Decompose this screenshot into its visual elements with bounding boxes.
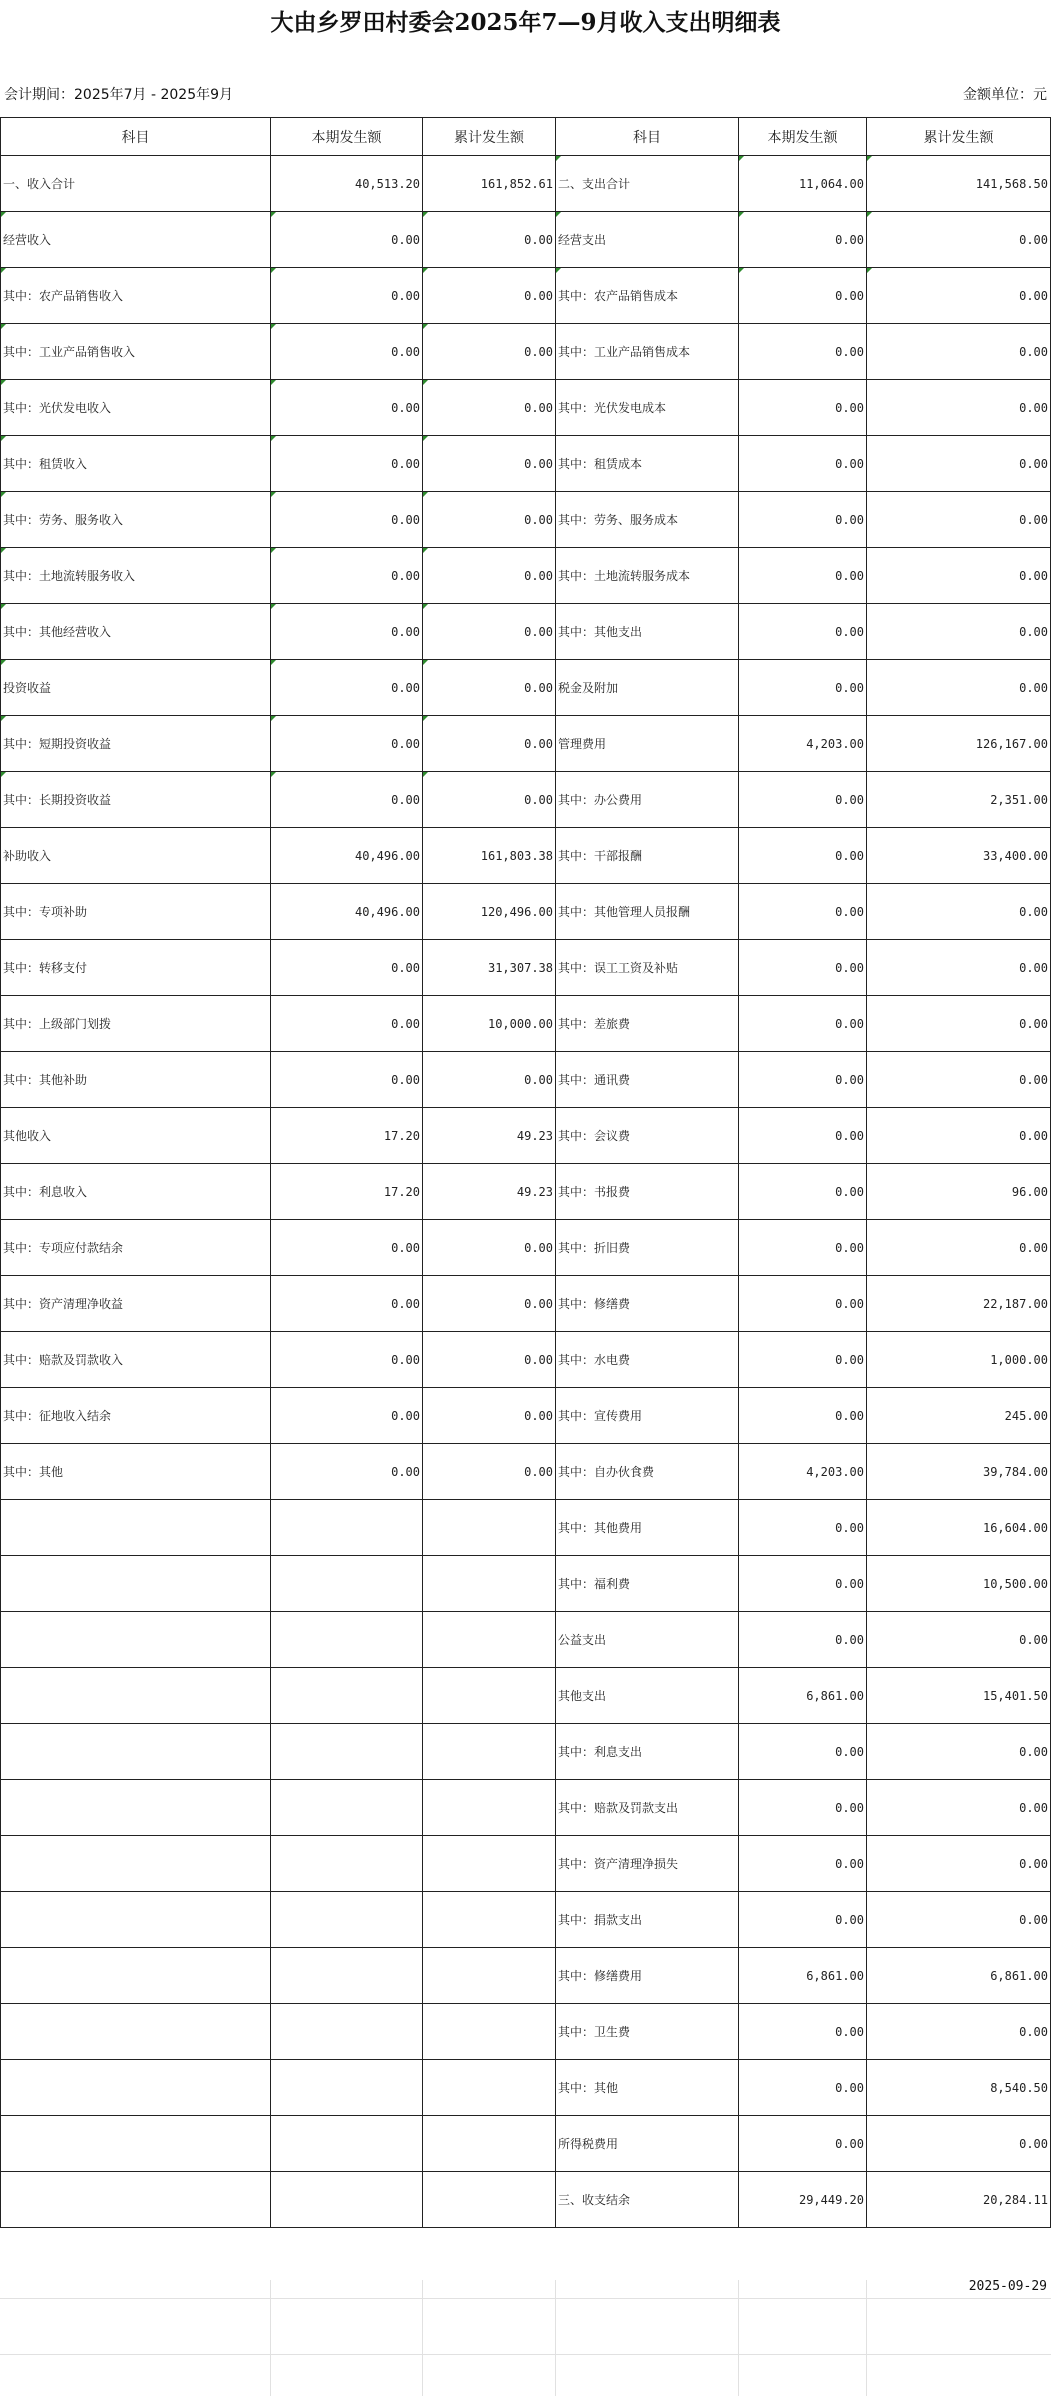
- income-subject-cell: [1, 1612, 271, 1668]
- expense-cumulative-amount-cell: 0.00: [867, 324, 1051, 380]
- income-subject-cell: 其中：专项补助: [1, 884, 271, 940]
- income-current-amount-cell: 40,496.00: [271, 828, 423, 884]
- income-subject-cell: [1, 1948, 271, 2004]
- table-row: [1, 1052, 1051, 1108]
- expense-subject-cell: 其中：资产清理净损失: [556, 1836, 739, 1892]
- income-cumulative-amount-cell: [423, 1780, 556, 1836]
- expense-current-amount-cell: 0.00: [739, 380, 867, 436]
- table-row: [1, 2060, 1051, 2116]
- income-cumulative-amount-cell: 0.00: [423, 660, 556, 716]
- table-row: [1, 828, 1051, 884]
- expense-cumulative-amount-cell: 0.00: [867, 268, 1051, 324]
- income-cumulative-amount-cell: [423, 1724, 556, 1780]
- income-expense-table: [0, 117, 1051, 2228]
- expense-cumulative-amount-cell: 0.00: [867, 1108, 1051, 1164]
- income-current-amount-cell: 0.00: [271, 212, 423, 268]
- table-row: [1, 772, 1051, 828]
- table-row: [1, 380, 1051, 436]
- expense-subject-cell: 其中：赔款及罚款支出: [556, 1780, 739, 1836]
- expense-subject-cell: 其中：宣传费用: [556, 1388, 739, 1444]
- expense-current-amount-cell: 0.00: [739, 828, 867, 884]
- expense-current-amount-cell: 0.00: [739, 1332, 867, 1388]
- table-row: [1, 2004, 1051, 2060]
- income-current-amount-cell: 0.00: [271, 380, 423, 436]
- income-subject-cell: 其中：短期投资收益: [1, 716, 271, 772]
- expense-subject-cell: 其中：修缮费: [556, 1276, 739, 1332]
- expense-subject-cell: 其中：折旧费: [556, 1220, 739, 1276]
- sheet-grid-line: [866, 2280, 867, 2396]
- income-cumulative-amount-cell: 31,307.38: [423, 940, 556, 996]
- income-current-amount-cell: 0.00: [271, 492, 423, 548]
- expense-current-amount-cell: 0.00: [739, 1500, 867, 1556]
- income-subject-cell: 其中：赔款及罚款收入: [1, 1332, 271, 1388]
- expense-cumulative-amount-cell: 10,500.00: [867, 1556, 1051, 1612]
- expense-current-amount-cell: 6,861.00: [739, 1948, 867, 2004]
- income-cumulative-amount-cell: [423, 1612, 556, 1668]
- expense-subject-cell: 其中：差旅费: [556, 996, 739, 1052]
- income-subject-cell: 其中：农产品销售收入: [1, 268, 271, 324]
- expense-cumulative-amount-cell: 0.00: [867, 940, 1051, 996]
- income-subject-cell: 其中：上级部门划拨: [1, 996, 271, 1052]
- income-subject-cell: 其中：资产清理净收益: [1, 1276, 271, 1332]
- expense-subject-cell: 所得税费用: [556, 2116, 739, 2172]
- expense-current-amount-cell: 0.00: [739, 2004, 867, 2060]
- expense-subject-cell: 其中：误工工资及补贴: [556, 940, 739, 996]
- expense-current-amount-cell: 0.00: [739, 1220, 867, 1276]
- income-current-amount-cell: [271, 1612, 423, 1668]
- income-subject-cell: 投资收益: [1, 660, 271, 716]
- income-current-amount-cell: [271, 1500, 423, 1556]
- income-cumulative-amount-cell: [423, 1836, 556, 1892]
- expense-cumulative-amount-cell: 16,604.00: [867, 1500, 1051, 1556]
- table-row: [1, 1836, 1051, 1892]
- income-current-amount-cell: 40,496.00: [271, 884, 423, 940]
- expense-subject-cell: 其中：自办伙食费: [556, 1444, 739, 1500]
- table-row: [1, 1892, 1051, 1948]
- expense-cumulative-amount-cell: 0.00: [867, 212, 1051, 268]
- income-current-amount-cell: 0.00: [271, 660, 423, 716]
- income-cumulative-amount-cell: [423, 1892, 556, 1948]
- income-cumulative-amount-cell: 0.00: [423, 1220, 556, 1276]
- income-current-amount-cell: [271, 1836, 423, 1892]
- expense-subject-cell: 其中：其他费用: [556, 1500, 739, 1556]
- expense-cumulative-amount-cell: 0.00: [867, 604, 1051, 660]
- table-row: [1, 884, 1051, 940]
- income-subject-cell: 其中：其他: [1, 1444, 271, 1500]
- table-row: [1, 324, 1051, 380]
- table-row: [1, 1668, 1051, 1724]
- expense-cumulative-amount-cell: 0.00: [867, 1220, 1051, 1276]
- expense-cumulative-amount-cell: 20,284.11: [867, 2172, 1051, 2228]
- expense-subject-cell: 其中：通讯费: [556, 1052, 739, 1108]
- income-cumulative-amount-cell: 0.00: [423, 1388, 556, 1444]
- expense-current-amount-cell: 0.00: [739, 492, 867, 548]
- expense-cumulative-amount-cell: 0.00: [867, 1836, 1051, 1892]
- expense-subject-cell: 公益支出: [556, 1612, 739, 1668]
- table-row: [1, 156, 1051, 212]
- income-cumulative-amount-cell: 0.00: [423, 268, 556, 324]
- expense-subject-cell: 其中：工业产品销售成本: [556, 324, 739, 380]
- income-subject-cell: [1, 1836, 271, 1892]
- income-cumulative-amount-cell: 0.00: [423, 1052, 556, 1108]
- income-subject-cell: [1, 1780, 271, 1836]
- expense-cumulative-amount-cell: 245.00: [867, 1388, 1051, 1444]
- income-subject-cell: 其中：其他补助: [1, 1052, 271, 1108]
- expense-cumulative-amount-cell: 0.00: [867, 1892, 1051, 1948]
- expense-subject-cell: 其中：会议费: [556, 1108, 739, 1164]
- expense-current-amount-cell: 0.00: [739, 1164, 867, 1220]
- income-current-amount-cell: [271, 1948, 423, 2004]
- expense-subject-cell: 其中：干部报酬: [556, 828, 739, 884]
- expense-subject-cell: 经营支出: [556, 212, 739, 268]
- expense-current-amount-cell: 0.00: [739, 1892, 867, 1948]
- income-subject-cell: 其中：征地收入结余: [1, 1388, 271, 1444]
- table-row: [1, 1220, 1051, 1276]
- accounting-period: 会计期间：2025年7月 - 2025年9月: [4, 87, 234, 103]
- expense-current-amount-cell: 0.00: [739, 996, 867, 1052]
- income-cumulative-amount-cell: [423, 1948, 556, 2004]
- header-expense-subject: 科目: [556, 118, 739, 156]
- table-row: [1, 1724, 1051, 1780]
- table-row: [1, 604, 1051, 660]
- income-cumulative-amount-cell: 0.00: [423, 380, 556, 436]
- expense-cumulative-amount-cell: 22,187.00: [867, 1276, 1051, 1332]
- expense-subject-cell: 三、收支结余: [556, 2172, 739, 2228]
- income-current-amount-cell: 40,513.20: [271, 156, 423, 212]
- income-cumulative-amount-cell: 0.00: [423, 548, 556, 604]
- income-subject-cell: [1, 1892, 271, 1948]
- income-subject-cell: 其中：利息收入: [1, 1164, 271, 1220]
- income-current-amount-cell: 0.00: [271, 1052, 423, 1108]
- income-subject-cell: 其他收入: [1, 1108, 271, 1164]
- table-row: [1, 1444, 1051, 1500]
- table-row: [1, 1332, 1051, 1388]
- table-row: [1, 212, 1051, 268]
- expense-current-amount-cell: 0.00: [739, 2060, 867, 2116]
- expense-current-amount-cell: 6,861.00: [739, 1668, 867, 1724]
- expense-cumulative-amount-cell: 1,000.00: [867, 1332, 1051, 1388]
- expense-current-amount-cell: 0.00: [739, 604, 867, 660]
- expense-current-amount-cell: 0.00: [739, 268, 867, 324]
- table-row: [1, 1164, 1051, 1220]
- income-current-amount-cell: 0.00: [271, 1332, 423, 1388]
- table-row: [1, 1108, 1051, 1164]
- income-current-amount-cell: [271, 2172, 423, 2228]
- sheet-grid-line: [0, 2298, 1051, 2299]
- expense-subject-cell: 管理费用: [556, 716, 739, 772]
- expense-current-amount-cell: 0.00: [739, 1108, 867, 1164]
- income-subject-cell: [1, 2172, 271, 2228]
- expense-subject-cell: 其他支出: [556, 1668, 739, 1724]
- income-subject-cell: 其中：转移支付: [1, 940, 271, 996]
- expense-subject-cell: 其中：修缮费用: [556, 1948, 739, 2004]
- expense-current-amount-cell: 0.00: [739, 2116, 867, 2172]
- income-current-amount-cell: 17.20: [271, 1164, 423, 1220]
- sheet-grid-line: [270, 2280, 271, 2396]
- income-subject-cell: [1, 2004, 271, 2060]
- expense-subject-cell: 其中：光伏发电成本: [556, 380, 739, 436]
- expense-cumulative-amount-cell: 0.00: [867, 1052, 1051, 1108]
- income-cumulative-amount-cell: 0.00: [423, 1444, 556, 1500]
- sheet-grid-line: [555, 2280, 556, 2396]
- expense-cumulative-amount-cell: 0.00: [867, 996, 1051, 1052]
- expense-subject-cell: 其中：土地流转服务成本: [556, 548, 739, 604]
- expense-subject-cell: 税金及附加: [556, 660, 739, 716]
- income-current-amount-cell: [271, 2060, 423, 2116]
- table-body: [1, 156, 1051, 2228]
- expense-cumulative-amount-cell: 0.00: [867, 436, 1051, 492]
- income-cumulative-amount-cell: 49.23: [423, 1108, 556, 1164]
- expense-current-amount-cell: 0.00: [739, 548, 867, 604]
- table-row: [1, 1612, 1051, 1668]
- income-cumulative-amount-cell: 0.00: [423, 604, 556, 660]
- expense-cumulative-amount-cell: 39,784.00: [867, 1444, 1051, 1500]
- income-cumulative-amount-cell: 0.00: [423, 1332, 556, 1388]
- report-date: 2025-09-29: [968, 2279, 1047, 2294]
- expense-current-amount-cell: 0.00: [739, 660, 867, 716]
- expense-cumulative-amount-cell: 0.00: [867, 380, 1051, 436]
- table-row: [1, 716, 1051, 772]
- expense-subject-cell: 其中：租赁成本: [556, 436, 739, 492]
- income-subject-cell: 其中：劳务、服务收入: [1, 492, 271, 548]
- income-cumulative-amount-cell: 120,496.00: [423, 884, 556, 940]
- income-current-amount-cell: 0.00: [271, 548, 423, 604]
- table-row: [1, 548, 1051, 604]
- table-row: [1, 436, 1051, 492]
- table-row: [1, 492, 1051, 548]
- income-subject-cell: 其中：土地流转服务收入: [1, 548, 271, 604]
- income-current-amount-cell: 0.00: [271, 940, 423, 996]
- expense-cumulative-amount-cell: 2,351.00: [867, 772, 1051, 828]
- income-cumulative-amount-cell: 0.00: [423, 492, 556, 548]
- income-subject-cell: 其中：租赁收入: [1, 436, 271, 492]
- income-subject-cell: 其中：专项应付款结余: [1, 1220, 271, 1276]
- income-cumulative-amount-cell: 161,803.38: [423, 828, 556, 884]
- income-subject-cell: 一、收入合计: [1, 156, 271, 212]
- expense-current-amount-cell: 29,449.20: [739, 2172, 867, 2228]
- table-row: [1, 1276, 1051, 1332]
- table-row: [1, 268, 1051, 324]
- income-subject-cell: 其中：长期投资收益: [1, 772, 271, 828]
- expense-current-amount-cell: 0.00: [739, 1388, 867, 1444]
- amount-unit: 金额单位：元: [963, 87, 1047, 103]
- expense-subject-cell: 其中：水电费: [556, 1332, 739, 1388]
- expense-subject-cell: 其中：福利费: [556, 1556, 739, 1612]
- header-expense-cumulative: 累计发生额: [867, 118, 1051, 156]
- expense-current-amount-cell: 4,203.00: [739, 1444, 867, 1500]
- income-subject-cell: [1, 1668, 271, 1724]
- expense-cumulative-amount-cell: 0.00: [867, 2004, 1051, 2060]
- expense-subject-cell: 其中：其他管理人员报酬: [556, 884, 739, 940]
- income-cumulative-amount-cell: 0.00: [423, 436, 556, 492]
- income-current-amount-cell: 0.00: [271, 772, 423, 828]
- expense-cumulative-amount-cell: 0.00: [867, 548, 1051, 604]
- expense-cumulative-amount-cell: 8,540.50: [867, 2060, 1051, 2116]
- income-current-amount-cell: 0.00: [271, 1220, 423, 1276]
- expense-subject-cell: 二、支出合计: [556, 156, 739, 212]
- table-row: [1, 1388, 1051, 1444]
- expense-subject-cell: 其中：劳务、服务成本: [556, 492, 739, 548]
- income-cumulative-amount-cell: [423, 2172, 556, 2228]
- income-current-amount-cell: 0.00: [271, 1444, 423, 1500]
- expense-cumulative-amount-cell: 0.00: [867, 884, 1051, 940]
- expense-current-amount-cell: 0.00: [739, 1836, 867, 1892]
- expense-current-amount-cell: 0.00: [739, 1276, 867, 1332]
- income-current-amount-cell: [271, 1780, 423, 1836]
- income-cumulative-amount-cell: [423, 1668, 556, 1724]
- income-cumulative-amount-cell: 49.23: [423, 1164, 556, 1220]
- income-cumulative-amount-cell: [423, 2116, 556, 2172]
- header-income-subject: 科目: [1, 118, 271, 156]
- expense-current-amount-cell: 0.00: [739, 1780, 867, 1836]
- header-income-current: 本期发生额: [271, 118, 423, 156]
- expense-current-amount-cell: 0.00: [739, 324, 867, 380]
- income-current-amount-cell: [271, 2004, 423, 2060]
- income-current-amount-cell: 0.00: [271, 436, 423, 492]
- table-row: [1, 1500, 1051, 1556]
- header-expense-current: 本期发生额: [739, 118, 867, 156]
- expense-current-amount-cell: 0.00: [739, 772, 867, 828]
- income-cumulative-amount-cell: 0.00: [423, 212, 556, 268]
- income-cumulative-amount-cell: 10,000.00: [423, 996, 556, 1052]
- expense-subject-cell: 其中：捐款支出: [556, 1892, 739, 1948]
- expense-current-amount-cell: 0.00: [739, 436, 867, 492]
- expense-cumulative-amount-cell: 141,568.50: [867, 156, 1051, 212]
- income-current-amount-cell: 17.20: [271, 1108, 423, 1164]
- income-subject-cell: 其中：光伏发电收入: [1, 380, 271, 436]
- expense-current-amount-cell: 4,203.00: [739, 716, 867, 772]
- expense-subject-cell: 其中：卫生费: [556, 2004, 739, 2060]
- empty-sheet-grid: [0, 2280, 1051, 2396]
- table-row: [1, 1780, 1051, 1836]
- expense-current-amount-cell: 0.00: [739, 940, 867, 996]
- expense-cumulative-amount-cell: 0.00: [867, 492, 1051, 548]
- table-row: [1, 940, 1051, 996]
- expense-cumulative-amount-cell: 0.00: [867, 660, 1051, 716]
- expense-subject-cell: 其中：其他: [556, 2060, 739, 2116]
- income-cumulative-amount-cell: 0.00: [423, 1276, 556, 1332]
- income-current-amount-cell: [271, 1668, 423, 1724]
- income-current-amount-cell: 0.00: [271, 996, 423, 1052]
- income-cumulative-amount-cell: [423, 2004, 556, 2060]
- expense-cumulative-amount-cell: 0.00: [867, 1612, 1051, 1668]
- expense-current-amount-cell: 0.00: [739, 1612, 867, 1668]
- income-cumulative-amount-cell: 0.00: [423, 772, 556, 828]
- income-subject-cell: [1, 1724, 271, 1780]
- expense-cumulative-amount-cell: 96.00: [867, 1164, 1051, 1220]
- income-current-amount-cell: 0.00: [271, 1388, 423, 1444]
- expense-cumulative-amount-cell: 126,167.00: [867, 716, 1051, 772]
- report-title: 大由乡罗田村委会2025年7—9月收入支出明细表: [270, 9, 781, 36]
- income-current-amount-cell: 0.00: [271, 1276, 423, 1332]
- table-row: [1, 996, 1051, 1052]
- income-current-amount-cell: [271, 1892, 423, 1948]
- table-row: [1, 1948, 1051, 2004]
- expense-current-amount-cell: 11,064.00: [739, 156, 867, 212]
- income-subject-cell: 补助收入: [1, 828, 271, 884]
- income-current-amount-cell: 0.00: [271, 604, 423, 660]
- expense-subject-cell: 其中：其他支出: [556, 604, 739, 660]
- income-subject-cell: 其中：工业产品销售收入: [1, 324, 271, 380]
- income-cumulative-amount-cell: [423, 2060, 556, 2116]
- income-current-amount-cell: [271, 2116, 423, 2172]
- expense-cumulative-amount-cell: 33,400.00: [867, 828, 1051, 884]
- income-subject-cell: [1, 1556, 271, 1612]
- sheet-grid-line: [422, 2280, 423, 2396]
- expense-subject-cell: 其中：利息支出: [556, 1724, 739, 1780]
- expense-current-amount-cell: 0.00: [739, 1052, 867, 1108]
- income-cumulative-amount-cell: [423, 1556, 556, 1612]
- income-current-amount-cell: 0.00: [271, 268, 423, 324]
- header-income-cumulative: 累计发生额: [423, 118, 556, 156]
- table-row: [1, 1556, 1051, 1612]
- expense-subject-cell: 其中：农产品销售成本: [556, 268, 739, 324]
- expense-cumulative-amount-cell: 15,401.50: [867, 1668, 1051, 1724]
- income-current-amount-cell: 0.00: [271, 716, 423, 772]
- expense-current-amount-cell: 0.00: [739, 884, 867, 940]
- income-subject-cell: [1, 2116, 271, 2172]
- expense-cumulative-amount-cell: 6,861.00: [867, 1948, 1051, 2004]
- table-row: [1, 660, 1051, 716]
- income-cumulative-amount-cell: 161,852.61: [423, 156, 556, 212]
- income-cumulative-amount-cell: 0.00: [423, 716, 556, 772]
- expense-cumulative-amount-cell: 0.00: [867, 2116, 1051, 2172]
- expense-current-amount-cell: 0.00: [739, 212, 867, 268]
- expense-current-amount-cell: 0.00: [739, 1556, 867, 1612]
- income-current-amount-cell: [271, 1724, 423, 1780]
- income-cumulative-amount-cell: [423, 1500, 556, 1556]
- sheet-grid-line: [738, 2280, 739, 2396]
- expense-current-amount-cell: 0.00: [739, 1724, 867, 1780]
- table-row: [1, 2172, 1051, 2228]
- table-header-row: [1, 118, 1051, 156]
- income-current-amount-cell: 0.00: [271, 324, 423, 380]
- sheet-grid-line: [0, 2354, 1051, 2355]
- income-subject-cell: 其中：其他经营收入: [1, 604, 271, 660]
- income-cumulative-amount-cell: 0.00: [423, 324, 556, 380]
- expense-cumulative-amount-cell: 0.00: [867, 1780, 1051, 1836]
- income-current-amount-cell: [271, 1556, 423, 1612]
- expense-subject-cell: 其中：书报费: [556, 1164, 739, 1220]
- income-subject-cell: 经营收入: [1, 212, 271, 268]
- expense-cumulative-amount-cell: 0.00: [867, 1724, 1051, 1780]
- table-row: [1, 2116, 1051, 2172]
- expense-subject-cell: 其中：办公费用: [556, 772, 739, 828]
- income-subject-cell: [1, 1500, 271, 1556]
- income-subject-cell: [1, 2060, 271, 2116]
